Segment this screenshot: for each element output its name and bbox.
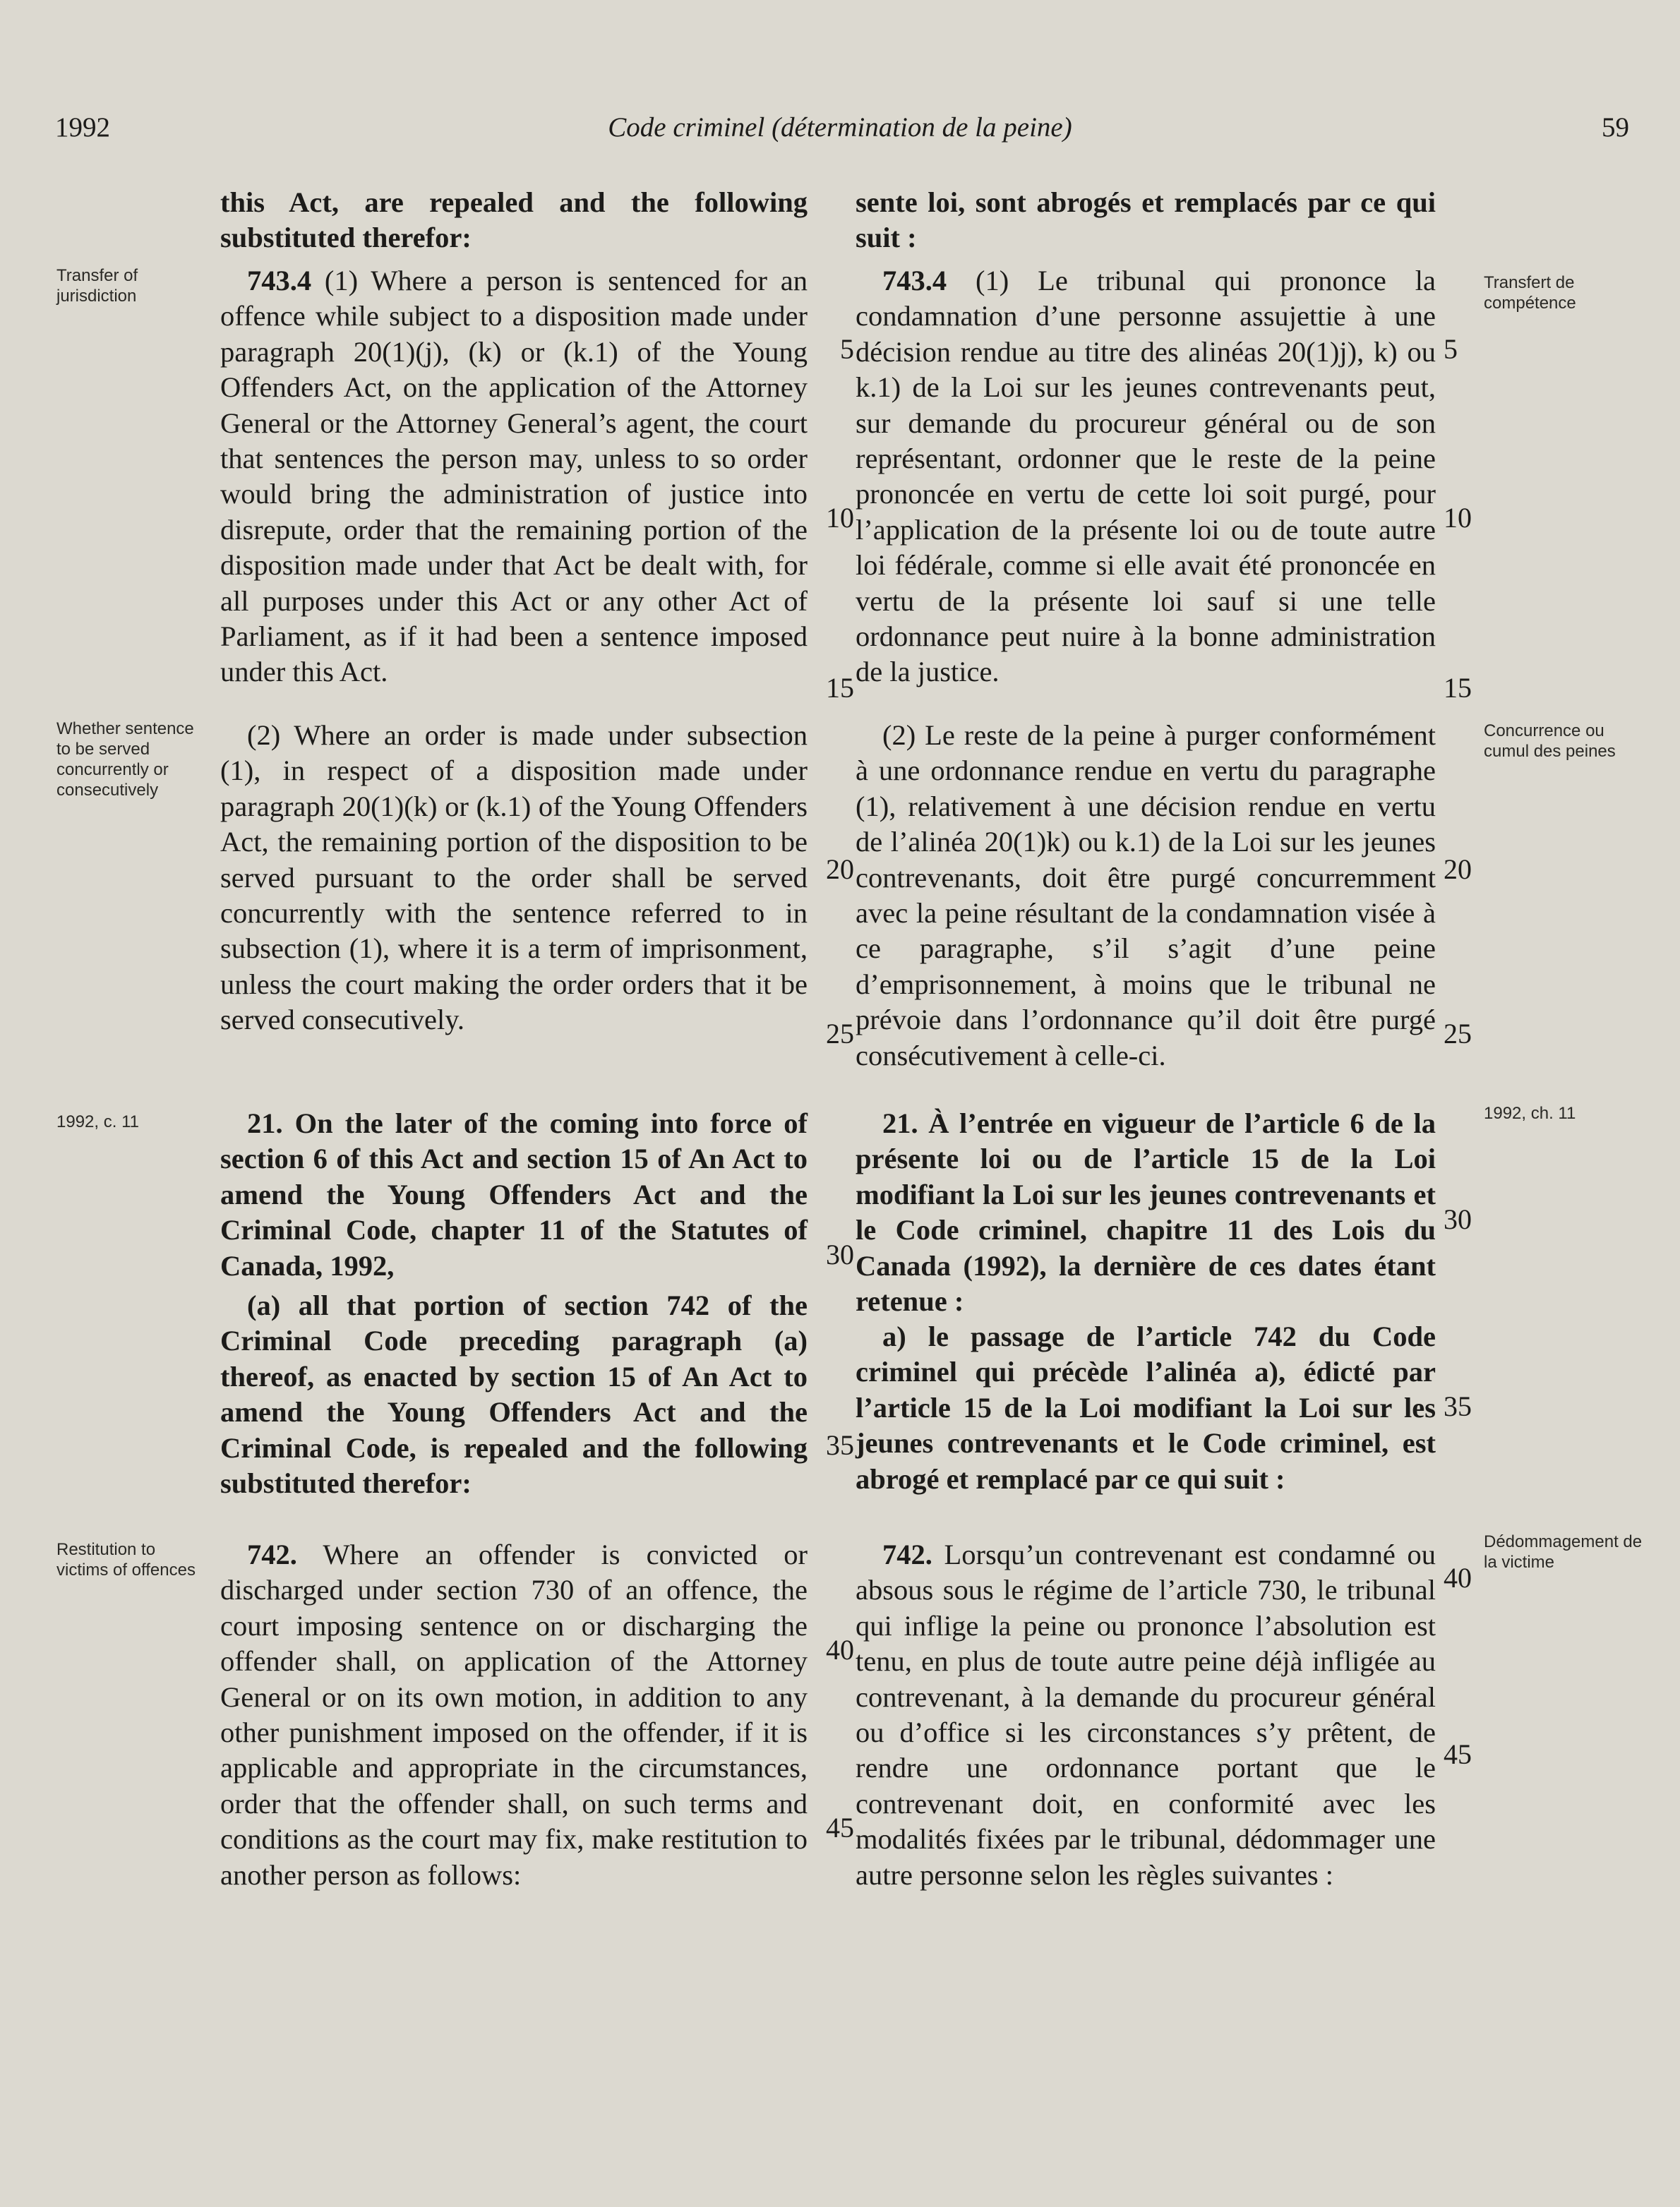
fr-intro-text: sente loi, sont abrogés et remplacés par ce qui suit : [856,186,1436,254]
en-section-21-a [220,1288,808,1501]
line-number: 25 [1444,1018,1472,1050]
line-number: 30 [826,1239,854,1270]
line-number: 20 [826,853,854,885]
en-743-4-2 [220,718,808,1038]
line-number: 15 [1444,672,1472,704]
en-743-4-2-text: (2) Where an order is made under subsection (1), in respect of a disposition made under paragraph 20(1)(k) or (k.1) of the Young Offenders Act, the remaining portion of the disposition to be served pursuant to the order shall be served concurrently with the sentence referred to in subsection (1), where it is a term of imprisonment, unless the court making the order orders that it be served consecutively. [220,719,808,1036]
line-number: 40 [826,1634,854,1666]
fr-743-4-1-text: (1) Le tribunal qui prononce la condamnation d’une personne assujettie à une décision rendue au titre des alinéas 20(1)j), k) ou k.1) de la Loi sur les jeunes contrevenants peut, sur demande du procureur général ou de son représentant, ordonner que le reste de la peine prononcée en vertu de cette loi soit purgé, pour l’application de la présente loi ou de toute autre loi fédérale, comme si elle avait été prononcée en vertu de la présente loi sauf si une telle ordonnance peut nuire à la bonne administration de la justice. [856,265,1436,688]
line-number: 30 [1444,1203,1472,1235]
fr-743-4-2 [856,718,1436,1074]
line-number: 35 [1444,1390,1472,1422]
header-title: Code criminel (détermination de la peine) [608,112,1072,143]
fr-intro [856,185,1436,256]
en-section-21-text: 21. On the later of the coming into force of section 6 of this Act and section 15 of An Act to amend the Young Offenders Act and the Criminal Code, chapter 11 of the Statutes of Canada, 1992, [220,1107,808,1282]
line-number: 5 [840,333,854,365]
en-743-4-1 [220,263,808,690]
line-number: 10 [1444,502,1472,534]
en-intro-text: this Act, are repealed and the following substituted therefor: [220,186,808,254]
margin-note-transfert: Transfert de compétence [1484,273,1576,313]
line-number: 5 [1444,333,1458,365]
fr-743-4-number: 743.4 [882,265,947,296]
fr-743-4-1 [856,263,1436,690]
line-number: 15 [826,672,854,704]
line-number: 35 [826,1429,854,1461]
en-743-4-1-text: (1) Where a person is sentenced for an offence while subject to a disposition made under paragraph 20(1)(j), (k) or (k.1) of the Young Offenders Act, on the application of the Attorney General or the Attorney General’s agent, the court that sentences the person may, unless to so order would bring the administration of justice into disrepute, order that the remaining portion of the disposition made under that Act be dealt with, for all purposes under this Act or any other Act of Parliament, as if it had been a sentence imposed under this Act. [220,265,808,688]
en-743-4-number: 743.4 [247,265,312,296]
margin-note-1992-c11: 1992, c. 11 [56,1112,139,1131]
line-number: 45 [1444,1738,1472,1770]
header-year: 1992 [55,112,110,143]
line-number: 10 [826,502,854,534]
fr-743-4-2-text: (2) Le reste de la peine à purger conformément à une ordonnance rendue en vertu du paragraphe (1), relativement à une décision rendue en vertu de l’alinéa 20(1)k) ou k.1) de la Loi sur les jeunes contrevenants, doit être purgé concurremment avec la peine résultant de la condamnation visée à ce paragraphe, s’il s’agit d’une peine d’emprisonnement, à moins que le tribunal ne prévoie dans l’ordonnance qu’il doit être purgé consécutivement à celle-ci. [856,719,1436,1071]
margin-note-concurrent: Whether sentence to be served concurrently or consecutively [56,719,194,800]
margin-note-restitution: Restitution to victims of offences [56,1540,196,1580]
margin-note-1992-ch11: 1992, ch. 11 [1484,1104,1576,1123]
margin-note-transfer: Transfer of jurisdiction [56,266,138,306]
line-number: 20 [1444,853,1472,885]
en-section-21-a-text: (a) all that portion of section 742 of the Criminal Code preceding paragraph (a) thereof, as enacted by section 15 of An Act to amend the Young Offenders Act and the Criminal Code, is repealed and the following substituted therefor: [220,1289,808,1500]
line-number: 45 [826,1812,854,1844]
page-number: 59 [1602,112,1629,143]
en-intro [220,185,808,256]
line-number: 40 [1444,1562,1472,1594]
en-742-number: 742. [247,1539,297,1570]
fr-742-text: Lorsqu’un contrevenant est condamné ou absous sous le régime de l’article 730, le tribunal qui inflige la peine ou prononce l’absolution est tenu, en plus de toute autre peine déjà infligée au contrevenant, à la demande du procureur général ou d’office si les circonstances s’y prêtent, de rendre une ordonnance portant que le contrevenant doit, en conformité avec les modalités fixées par le tribunal, dédommager une autre personne selon les règles suivantes : [856,1539,1436,1891]
fr-section-21-a [856,1319,1436,1497]
margin-note-concurrence: Concurrence ou cumul des peines [1484,721,1616,761]
fr-742-number: 742. [882,1539,932,1570]
fr-section-21 [856,1106,1436,1319]
line-number: 25 [826,1018,854,1050]
fr-section-21-text: 21. À l’entrée en vigueur de l’article 6 de la présente loi ou de l’article 15 de la Loi modifiant la Loi sur les jeunes contrevenants et le Code criminel, chapitre 11 des Lois du Canada (1992), la dernière de ces dates étant retenue : [856,1107,1436,1318]
en-742-text: Where an offender is convicted or discharged under section 730 of an offence, the court imposing sentence on or discharging the offender shall, on application of the Attorney General or on its own motion, in addition to any other punishment imposed on the offender, if it is applicable and appropriate in the circumstances, order that the offender shall, on such terms and conditions as the court may fix, make restitution to another person as follows: [220,1539,808,1891]
en-section-742 [220,1537,808,1893]
fr-section-742 [856,1537,1436,1893]
en-section-21 [220,1106,808,1284]
margin-note-dedommagement: Dédommagement de la victime [1484,1532,1643,1572]
fr-section-21-a-text: a) le passage de l’article 742 du Code criminel qui précède l’alinéa a), édicté par l’article 15 de la Loi modifiant la Loi sur les jeunes contrevenants et le Code criminel, est abrogé et remplacé par ce qui suit : [856,1321,1436,1495]
